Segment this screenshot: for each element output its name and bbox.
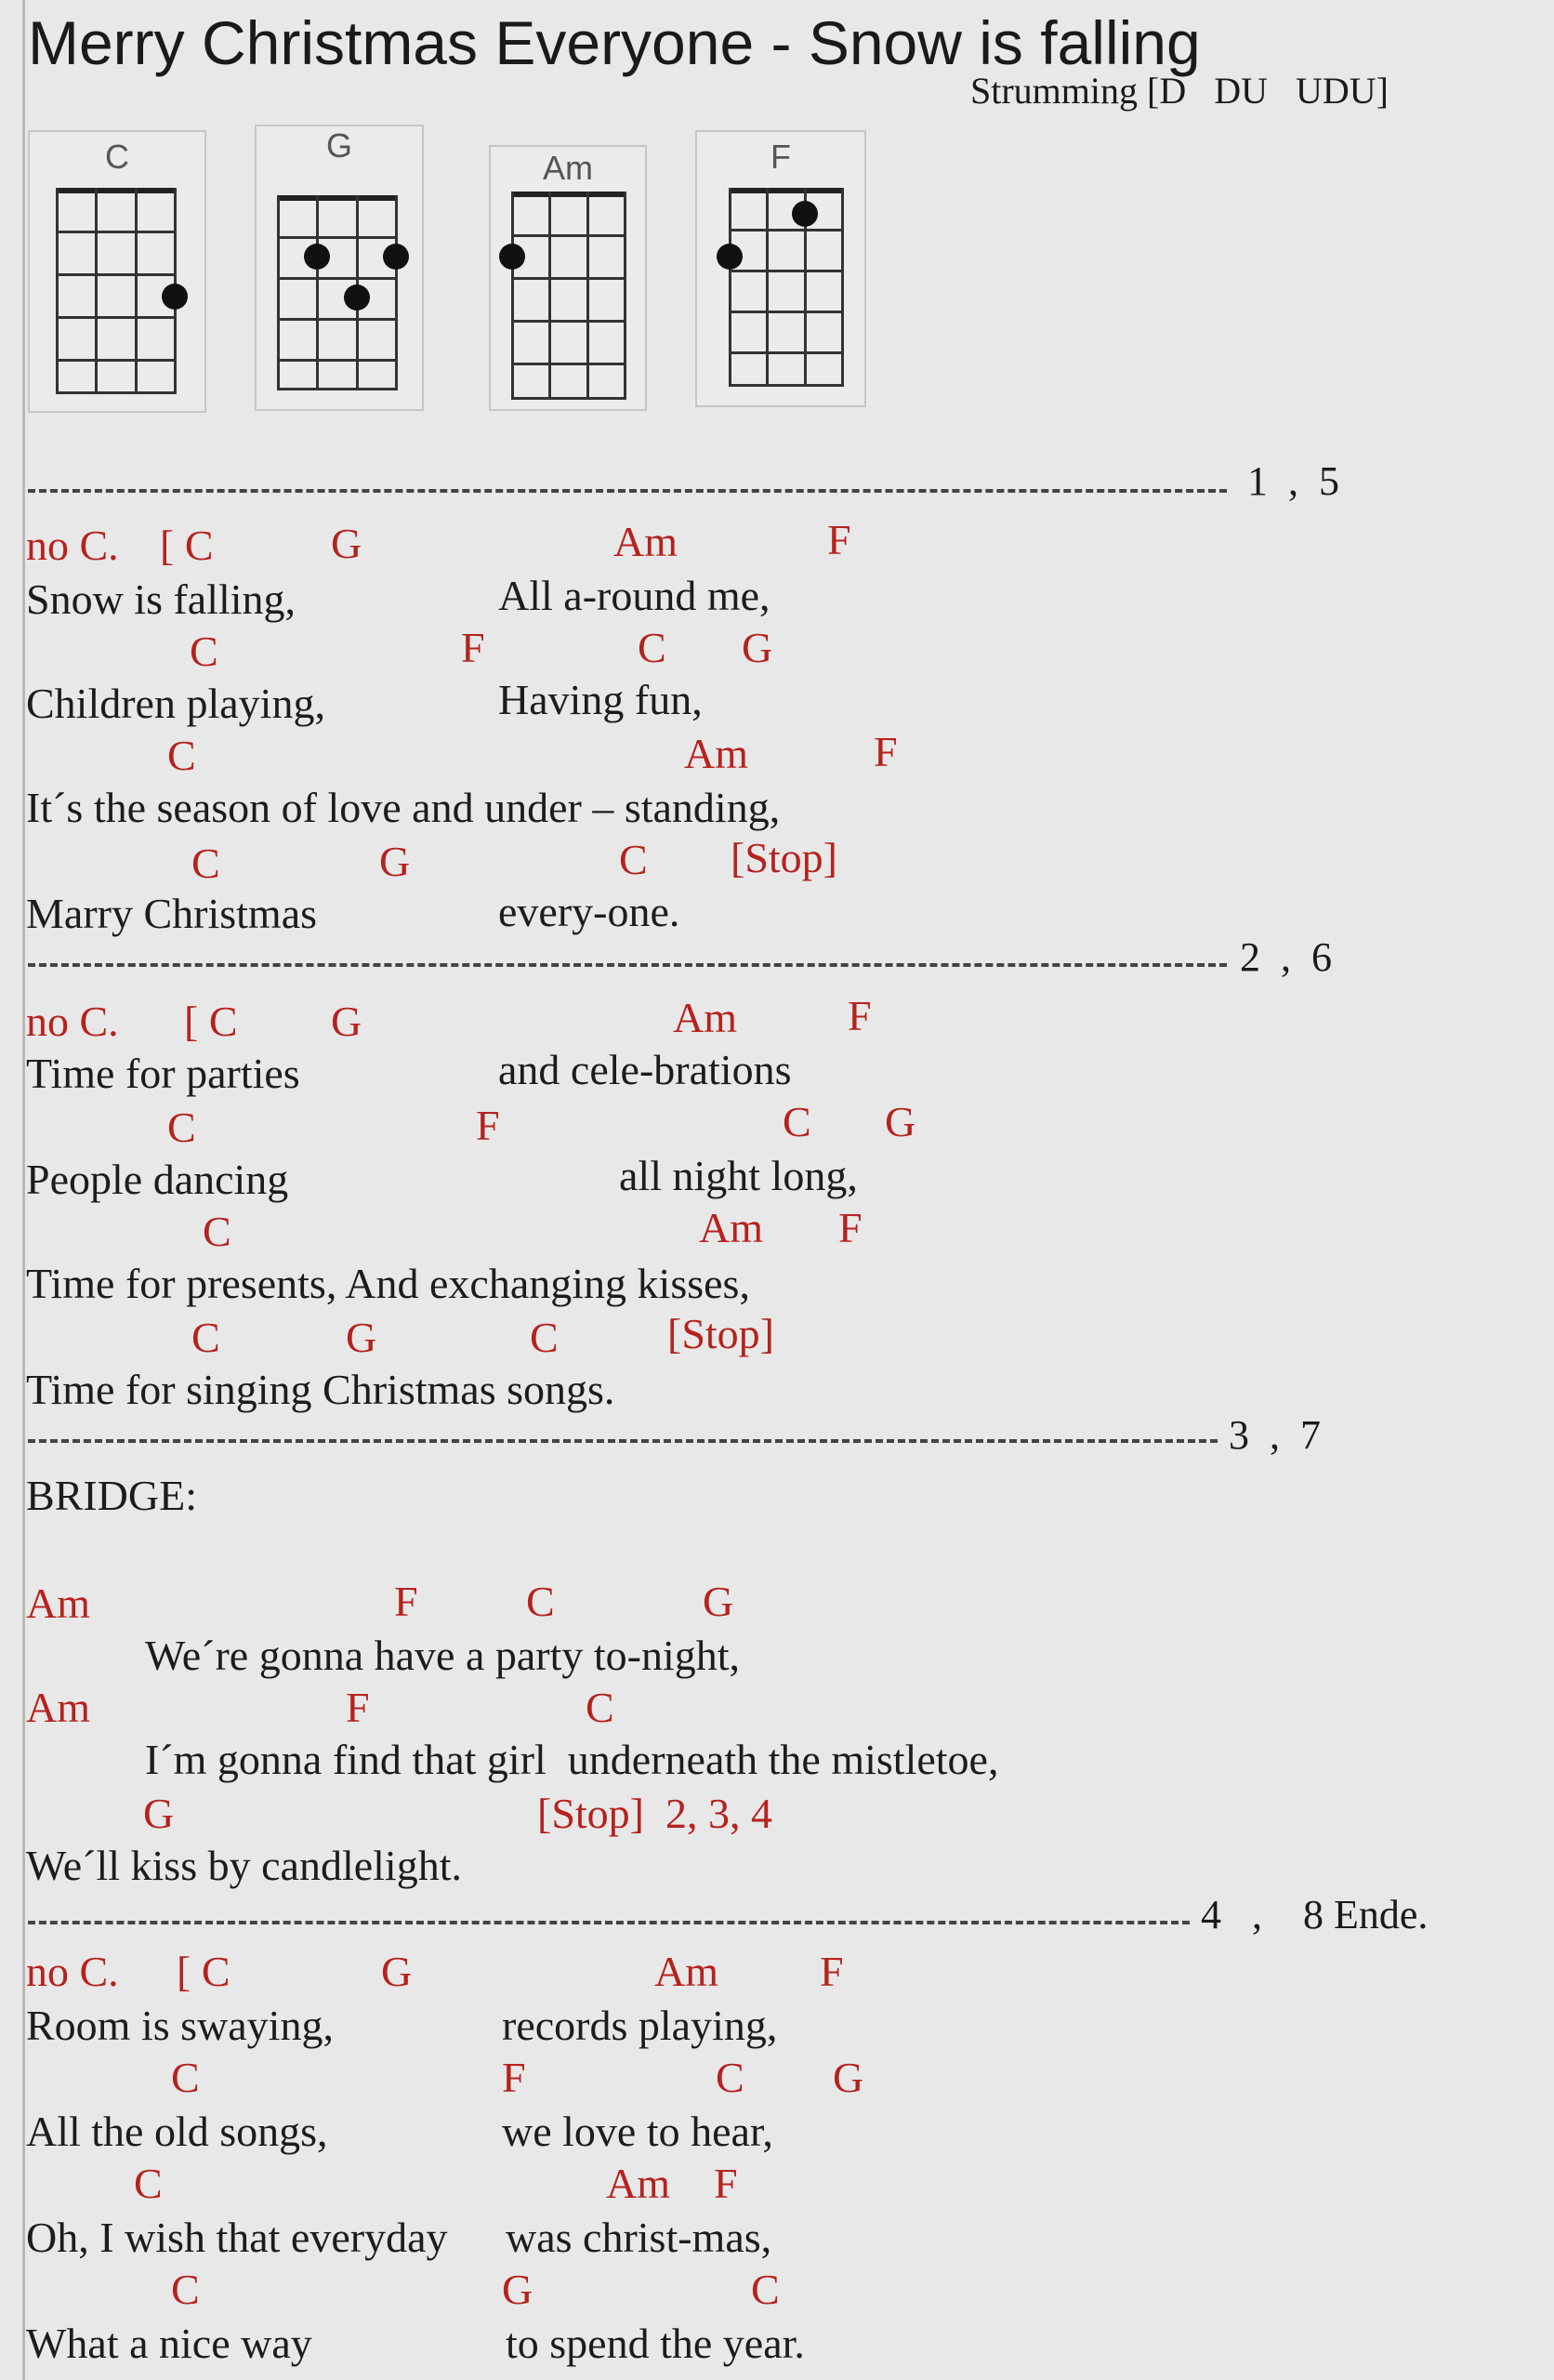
chord-label: G (346, 1314, 377, 1361)
chord-label: G (703, 1578, 734, 1625)
chord-label: F (346, 1684, 370, 1731)
section-number: 4 , 8 Ende. (1201, 1892, 1429, 1937)
chord-diagram-name: Am (543, 149, 593, 187)
lyric-line: Room is swaying, (26, 2002, 334, 2049)
lyric-line: We´ll kiss by candlelight. (26, 1842, 462, 1889)
chord-label: C (526, 1578, 555, 1625)
chord-label: F (848, 992, 872, 1039)
lyric-line: we love to hear, (502, 2108, 773, 2155)
finger-dot (717, 244, 743, 270)
chord-label: G (331, 520, 362, 567)
lyric-line: It´s the season of love and under – standing, (26, 784, 781, 831)
lyric-line: all night long, (619, 1152, 858, 1199)
chord-diagram-name: G (325, 126, 352, 165)
page-margin-line (22, 0, 25, 2380)
lyric-line: every-one. (498, 888, 680, 935)
finger-dot (383, 244, 409, 270)
section-number: 3 , 7 (1229, 1412, 1321, 1458)
chord-label: G (143, 1790, 175, 1837)
chord-label: C (171, 2266, 200, 2313)
chord-label: C (190, 628, 218, 675)
chord-label: C (783, 1098, 811, 1145)
chord-label: F (394, 1578, 418, 1625)
chord-label: Am (26, 1684, 90, 1731)
chord-label: F (502, 2054, 526, 2101)
chord-label: [ C (177, 1948, 230, 1995)
chord-label: C (530, 1314, 559, 1361)
chord-label: C (638, 624, 666, 671)
chord-label: Am (699, 1204, 763, 1251)
section-number: 1 , 5 (1247, 458, 1339, 504)
lyric-line: Time for presents, And exchanging kisses, (26, 1260, 750, 1307)
lyric-line: All the old songs, (26, 2108, 328, 2155)
lyric-line: All a-round me, (498, 572, 770, 619)
strumming-pattern: Strumming [D DU UDU] (970, 70, 1389, 112)
chord-label: Am (654, 1948, 718, 1995)
chord-label: [Stop] (667, 1310, 774, 1357)
chord-diagram-name: C (105, 138, 129, 176)
chord-label: F (476, 1102, 500, 1149)
lyric-line: to spend the year. (506, 2320, 805, 2367)
chord-label: Am (26, 1580, 90, 1627)
chord-label: C (716, 2054, 744, 2101)
section-divider (28, 1439, 1218, 1443)
finger-dot (344, 284, 370, 311)
chord-label: [Stop] (731, 834, 837, 881)
section-number: 2 , 6 (1240, 934, 1332, 980)
finger-dot (792, 201, 818, 227)
lyric-line: Marry Christmas (26, 890, 318, 937)
chord-diagram-am (489, 145, 647, 411)
lyric-line: Time for parties (26, 1050, 300, 1097)
chord-label: Am (673, 994, 737, 1041)
lyric-line: What a nice way (26, 2320, 312, 2367)
lyric-line: records playing, (502, 2002, 778, 2049)
chord-label: C (134, 2160, 163, 2207)
chord-label: Am (606, 2160, 670, 2207)
chord-label: F (827, 516, 851, 563)
chord-label: C (167, 1104, 196, 1151)
chord-label: [ C (160, 522, 214, 569)
chord-label: F (714, 2160, 738, 2207)
lyric-line: Having fun, (498, 676, 703, 723)
chord-label: F (461, 624, 485, 671)
section-divider (28, 963, 1227, 967)
chord-label: C (586, 1684, 614, 1731)
chord-label: no C. (26, 522, 119, 569)
chord-label: F (838, 1204, 863, 1251)
lyric-line: We´re gonna have a party to-night, (145, 1632, 741, 1679)
bridge-label: BRIDGE: (26, 1472, 197, 1519)
section-divider (28, 489, 1227, 493)
chord-diagram-f (695, 130, 866, 407)
chord-label: G (381, 1948, 413, 1995)
chord-label: [Stop] 2, 3, 4 (537, 1790, 772, 1837)
chord-label: C (171, 2054, 200, 2101)
chord-label: G (379, 838, 411, 885)
chord-label: G (742, 624, 773, 671)
chord-diagram-g (255, 125, 424, 411)
chord-label: G (885, 1098, 916, 1145)
chord-label: Am (684, 730, 748, 777)
chord-label: Am (613, 518, 678, 565)
chord-label: C (203, 1208, 231, 1255)
chord-label: C (191, 840, 220, 887)
song-title: Merry Christmas Everyone - Snow is falling (28, 8, 1201, 77)
section-divider (28, 1921, 1190, 1924)
lyric-line: Oh, I wish that everyday (26, 2214, 448, 2261)
chord-label: G (833, 2054, 864, 2101)
lyric-line: I´m gonna find that girl underneath the mistletoe, (145, 1736, 999, 1783)
lyric-line: Snow is falling, (26, 575, 296, 623)
lyric-line: People dancing (26, 1156, 289, 1203)
chord-diagram-name: F (770, 138, 791, 176)
lyric-line: and cele-brations (498, 1046, 792, 1093)
chord-label: C (751, 2266, 780, 2313)
finger-dot (304, 244, 330, 270)
chord-label: F (874, 728, 898, 775)
chord-label: F (820, 1948, 844, 1995)
finger-dot (162, 284, 188, 310)
chord-diagram-c (28, 130, 206, 413)
chord-label: no C. (26, 998, 119, 1045)
chord-label: G (502, 2266, 533, 2313)
finger-dot (499, 244, 525, 270)
chord-label: C (619, 836, 648, 883)
lyric-line: was christ-mas, (506, 2214, 772, 2261)
lyric-line: Time for singing Christmas songs. (26, 1366, 615, 1413)
chord-label: no C. (26, 1948, 119, 1995)
chord-label: C (167, 732, 196, 779)
lyric-line: Children playing, (26, 680, 325, 727)
chord-label: G (331, 998, 362, 1045)
chord-label: C (191, 1314, 220, 1361)
chord-label: [ C (184, 998, 238, 1045)
